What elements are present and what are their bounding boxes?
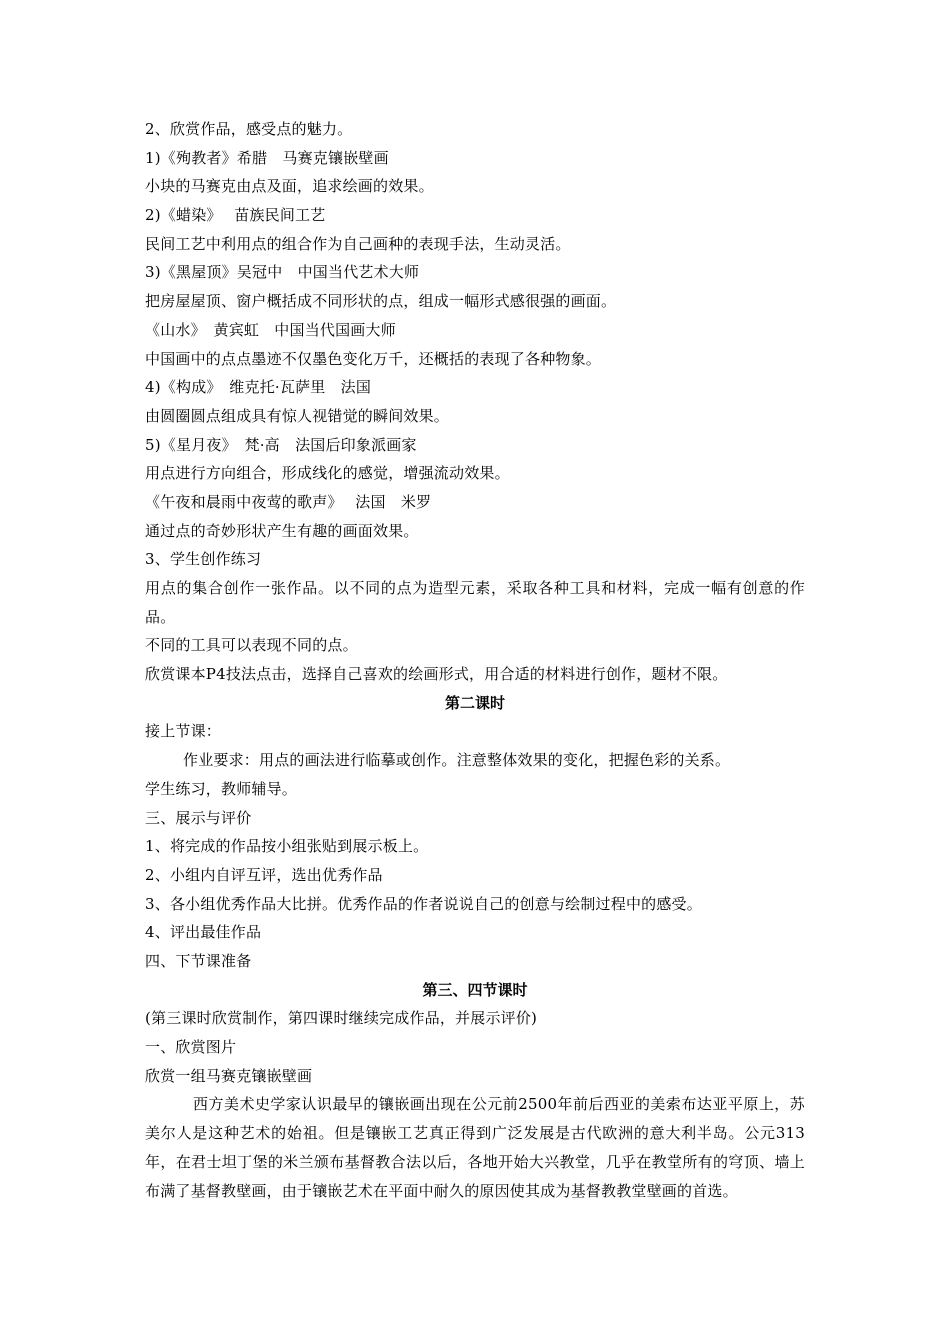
text-line: 欣赏一组马赛克镶嵌壁画: [145, 1066, 313, 1085]
text-line: 2、小组内自评互评，选出优秀作品: [145, 865, 383, 884]
text-line: (第三课时欣赏制作，第四课时继续完成作品，并展示评价): [145, 1009, 538, 1028]
section-heading-lesson-3-4: 第三、四节课时: [422, 980, 528, 999]
text-line: 四、下节课准备: [145, 951, 252, 970]
text-line: 接上节课：: [145, 722, 222, 741]
text-line: 2)《蜡染》 苗族民间工艺: [145, 206, 326, 225]
text-line: 1)《殉教者》希腊 马赛克镶嵌壁画: [145, 148, 389, 167]
paragraph: 用点的集合创作一张作品。以不同的点为造型元素，采取各种工具和材料，完成一幅有创意的作品。: [145, 579, 805, 626]
text-line: 4、评出最佳作品: [145, 923, 262, 942]
text-line: 3)《黑屋顶》吴冠中 中国当代艺术大师: [145, 263, 420, 282]
text-line: 欣赏课本P4技法点击，选择自己喜欢的绘画形式，用合适的材料进行创作，题材不限。: [145, 665, 728, 684]
text-line: 4)《构成》 维克托·瓦萨里 法国: [145, 378, 372, 397]
section-heading-lesson-2: 第二课时: [444, 693, 505, 712]
text-line: 通过点的奇妙形状产生有趣的画面效果。: [145, 521, 419, 540]
text-line: 由圆圈圆点组成具有惊人视错觉的瞬间效果。: [145, 406, 450, 425]
text-line: 3、各小组优秀作品大比拼。优秀作品的作者说说自己的创意与绘制过程中的感受。: [145, 894, 702, 913]
text-line: 1、将完成的作品按小组张贴到展示板上。: [145, 837, 429, 856]
text-line: 小块的马赛克由点及面，追求绘画的效果。: [145, 177, 434, 196]
text-line: 用点进行方向组合，形成线化的感觉，增强流动效果。: [145, 464, 510, 483]
text-line: 把房屋屋顶、窗户概括成不同形状的点，组成一幅形式感很强的画面。: [145, 292, 617, 311]
text-line: 学生练习，教师辅导。: [145, 779, 298, 798]
text-line: 《山水》 黄宾虹 中国当代国画大师: [145, 320, 396, 339]
paragraph: 西方美术史学家认识最早的镶嵌画出现在公元前2500年前后西亚的美索布达亚平原上，苏美尔人是这种艺术的始祖。但是镶嵌工艺真正得到广泛发展是古代欧洲的意大利半岛。公元313年，在君士坦丁堡的米兰颁布基督教合法以后，各地开始大兴教堂，几乎在教堂所有的穹顶、墙上布满了基督教壁画，由于镶嵌艺术在平面中耐久的原因使其成为基督教教堂壁画的首选。: [145, 1095, 805, 1200]
text-line: 2、欣赏作品，感受点的魅力。: [145, 120, 353, 138]
text-line: 三、展示与评价: [145, 808, 252, 827]
text-line: 作业要求：用点的画法进行临摹或创作。注意整体效果的变化，把握色彩的关系。: [183, 751, 731, 770]
text-line: 民间工艺中利用点的组合作为自己画种的表现手法，生动灵活。: [145, 234, 571, 253]
text-line: 5)《星月夜》 梵·高 法国后印象派画家: [145, 435, 417, 454]
text-line: 不同的工具可以表现不同的点。: [145, 636, 358, 655]
document-body: [145, 115, 805, 1205]
text-line: 3、学生创作练习: [145, 550, 262, 569]
text-line: 一、欣赏图片: [145, 1038, 237, 1057]
text-line: 中国画中的点点墨迹不仅墨色变化万千，还概括的表现了各种物象。: [145, 349, 602, 368]
text-line: 《午夜和晨雨中夜莺的歌声》 法国 米罗: [145, 492, 432, 511]
